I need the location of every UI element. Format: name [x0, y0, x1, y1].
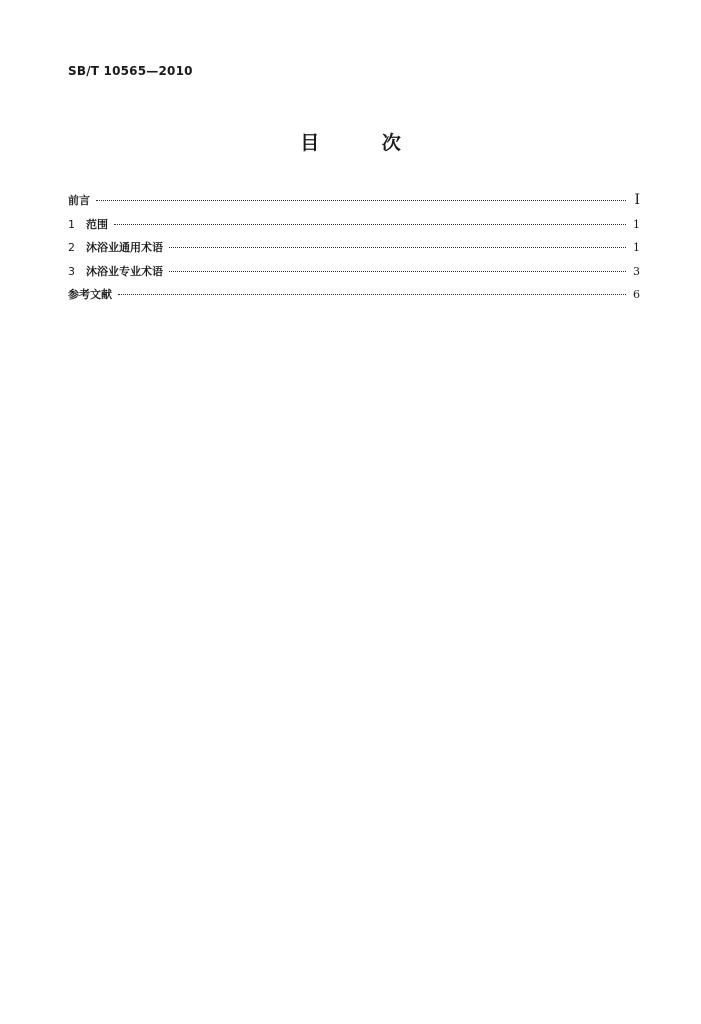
toc-entry-label	[68, 263, 163, 279]
toc-entry-title: 范围	[86, 217, 108, 231]
toc-entry-references[interactable]	[68, 286, 640, 310]
toc-entry-label	[68, 192, 90, 208]
toc-entry-number: 3	[68, 264, 75, 278]
toc-entry-title: 前言	[68, 194, 90, 207]
toc-entry-number: 2	[68, 241, 75, 254]
toc-entry-page: 1	[633, 217, 640, 231]
toc-entry-page: Ⅰ	[634, 192, 640, 208]
toc-entry-page: 6	[633, 288, 640, 301]
toc-leader-dots	[114, 224, 626, 225]
standard-number: SB/T 10565—2010	[68, 64, 193, 78]
toc-entry-foreword[interactable]	[68, 192, 640, 216]
toc-entry-label	[68, 239, 163, 255]
toc-entry-general-terms[interactable]	[68, 239, 640, 263]
toc-leader-dots	[96, 200, 626, 201]
toc-entry-label	[68, 216, 108, 232]
toc-entry-page: 3	[633, 264, 640, 278]
toc-list	[68, 192, 640, 310]
toc-entry-title: 参考文献	[68, 288, 112, 301]
toc-entry-title: 沐浴业专业术语	[86, 264, 163, 278]
toc-leader-dots	[169, 247, 626, 248]
toc-entry-professional-terms[interactable]	[68, 263, 640, 287]
toc-entry-scope[interactable]	[68, 216, 640, 240]
toc-leader-dots	[169, 271, 626, 272]
toc-leader-dots	[118, 294, 626, 295]
toc-entry-label	[68, 286, 112, 302]
toc-entry-number: 1	[68, 217, 75, 231]
toc-entry-title: 沐浴业通用术语	[86, 241, 163, 254]
toc-title: 目 次	[300, 132, 429, 154]
toc-entry-page: 1	[633, 241, 640, 254]
